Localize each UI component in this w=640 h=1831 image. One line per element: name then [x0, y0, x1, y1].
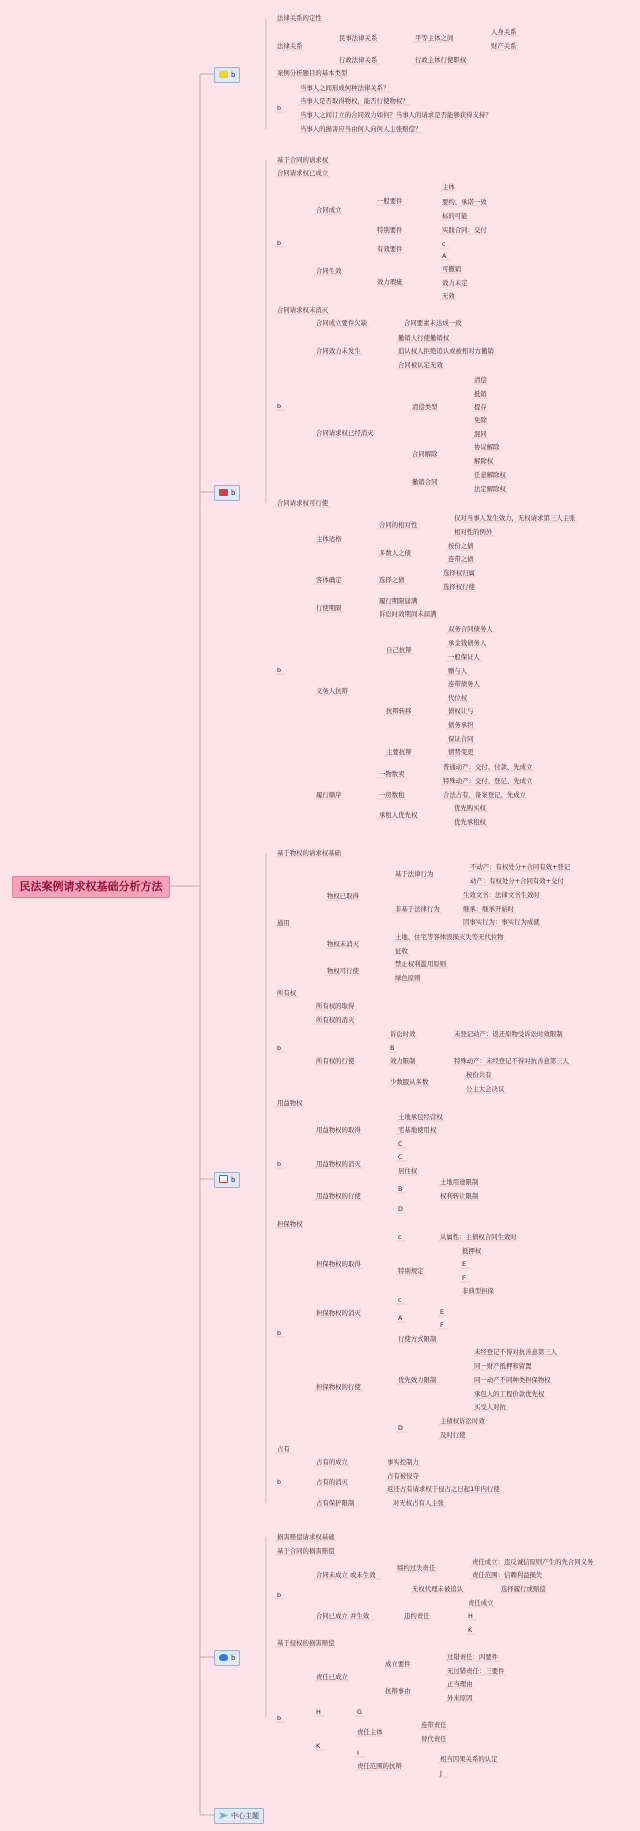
- topic-node[interactable]: 合同效力未发生: [316, 347, 361, 355]
- topic-node[interactable]: 居住权: [398, 1167, 418, 1175]
- topic-node[interactable]: b: [277, 1160, 282, 1168]
- topic-node[interactable]: 承金钱债务人: [448, 639, 487, 647]
- topic-node[interactable]: 担保物权的取得: [316, 1260, 361, 1268]
- branch-5-send[interactable]: [214, 1808, 264, 1824]
- topic-node[interactable]: 合同请求权已成立: [277, 169, 329, 177]
- topic-node[interactable]: 基于合同的损害赔偿: [277, 1547, 335, 1555]
- topic-node[interactable]: 所有权: [277, 989, 297, 997]
- topic-node[interactable]: 多数人之债: [379, 549, 411, 557]
- topic-node[interactable]: 债务承担: [448, 721, 474, 729]
- topic-node[interactable]: 行使期限: [316, 604, 342, 612]
- topic-node[interactable]: b: [277, 666, 282, 674]
- topic-node[interactable]: 清偿类型: [412, 403, 438, 411]
- topic-node[interactable]: 选择权归属: [443, 569, 475, 577]
- topic-node[interactable]: 行政法律关系: [339, 56, 378, 64]
- topic-node[interactable]: 债权让与: [448, 707, 474, 715]
- topic-node[interactable]: 撤销人行使撤销权: [398, 334, 450, 342]
- topic-node[interactable]: 情势变更: [448, 748, 474, 756]
- topic-node[interactable]: 特殊动产：未经登记不得对抗善意第三人: [454, 1057, 570, 1065]
- topic-node[interactable]: 抵销: [474, 390, 487, 398]
- topic-node[interactable]: 仅对当事人发生效力，无权请求第三人主张: [454, 514, 576, 522]
- topic-node[interactable]: 征收: [395, 947, 408, 955]
- topic-node[interactable]: 绿色原则: [395, 974, 421, 982]
- star-icon: [219, 71, 228, 78]
- topic-node[interactable]: 追认权人拒绝追认或被相对方撤销: [398, 347, 494, 355]
- topic-node[interactable]: 无权代理未被追认: [412, 1585, 464, 1593]
- topic-node[interactable]: 保证合同: [448, 735, 474, 743]
- topic-node[interactable]: 损害赔偿请求权基础: [277, 1533, 335, 1541]
- topic-node[interactable]: 特殊动产：交付、登记、先成立: [443, 777, 533, 785]
- topic-node[interactable]: 合同被认定无效: [398, 361, 443, 369]
- topic-node[interactable]: 选择权行使: [443, 583, 475, 591]
- branch-3-home[interactable]: [214, 1172, 240, 1188]
- topic-node[interactable]: 合同未成立 或未生效: [316, 1571, 376, 1579]
- topic-node[interactable]: 行使方式限制: [398, 1335, 437, 1343]
- topic-node[interactable]: 主要抗辩: [386, 748, 412, 756]
- topic-node[interactable]: 抵押权: [462, 1247, 482, 1255]
- topic-node[interactable]: 按份之债: [448, 542, 474, 550]
- topic-node[interactable]: 物权未消灭: [327, 940, 359, 948]
- topic-node[interactable]: 当事人的损害应当由何人向何人主张赔偿？: [300, 125, 422, 133]
- topic-node[interactable]: 宅基地使用权: [398, 1126, 437, 1134]
- topic-node[interactable]: 义务人抗辩: [316, 687, 348, 695]
- topic-node[interactable]: 责任主体: [357, 1728, 383, 1736]
- topic-node[interactable]: C: [398, 1140, 403, 1148]
- topic-node[interactable]: 动产：有权处分+合同有效+交付: [470, 877, 564, 885]
- topic-node[interactable]: 提存: [474, 403, 487, 411]
- topic-node[interactable]: 少数服从多数: [390, 1078, 429, 1086]
- topic-node[interactable]: 免除: [474, 416, 487, 424]
- topic-node[interactable]: 实践合同：交付: [442, 226, 487, 234]
- topic-node[interactable]: 外来原因: [447, 1694, 473, 1702]
- topic-node[interactable]: 相当因果关系的认定: [440, 1755, 498, 1763]
- topic-node[interactable]: 责任已成立: [316, 1673, 348, 1681]
- topic-node[interactable]: 违约责任: [404, 1612, 430, 1620]
- topic-node[interactable]: 合同解除: [412, 450, 438, 458]
- topic-node[interactable]: 缔约过失责任: [397, 1564, 436, 1572]
- topic-node[interactable]: 禁止权利滥用原则: [395, 960, 447, 968]
- topic-node[interactable]: 合同请求权已经消灭: [316, 429, 374, 437]
- topic-node[interactable]: 法律关系的定性: [277, 14, 322, 22]
- topic-node[interactable]: 事实控制力: [387, 1458, 419, 1466]
- branch-2-label: b: [231, 489, 236, 497]
- topic-node[interactable]: 连带责任: [421, 1721, 447, 1729]
- topic-node[interactable]: 合同成立: [316, 206, 342, 214]
- topic-node[interactable]: E: [462, 1260, 467, 1268]
- topic-node[interactable]: 过错责任：四要件: [447, 1653, 499, 1661]
- branch-1-star[interactable]: [214, 67, 240, 83]
- topic-node[interactable]: 担保物权的行使: [316, 1383, 361, 1391]
- topic-node[interactable]: 基于物权的请求权基础: [277, 849, 341, 857]
- topic-node[interactable]: 用益物权的消灭: [316, 1160, 361, 1168]
- topic-node[interactable]: 当事人是否取得物权，能否行使物权？: [300, 97, 409, 105]
- topic-node[interactable]: 占有的成立: [316, 1458, 348, 1466]
- topic-node[interactable]: 代位权: [448, 694, 468, 702]
- topic-node[interactable]: C: [398, 1153, 403, 1161]
- topic-node[interactable]: 当事人之间形成何种法律关系？: [300, 84, 390, 92]
- topic-node[interactable]: 不动产：有权处分+合同有效+登记: [470, 863, 571, 871]
- topic-node[interactable]: c: [442, 240, 446, 248]
- topic-node[interactable]: B: [398, 1185, 403, 1193]
- topic-node[interactable]: 平等主体之间: [415, 34, 454, 42]
- topic-node[interactable]: 承租人优先权: [379, 811, 418, 819]
- topic-node[interactable]: E: [440, 1308, 445, 1316]
- topic-node[interactable]: 用益物权的行使: [316, 1192, 361, 1200]
- topic-node[interactable]: 责任成立: [468, 1599, 494, 1607]
- send-icon: [219, 1812, 228, 1819]
- topic-node[interactable]: 特别要件: [377, 226, 403, 234]
- topic-node[interactable]: 合同请求权未消灭: [277, 306, 329, 314]
- topic-node[interactable]: 责任范围的抗辩: [357, 1762, 402, 1770]
- topic-node[interactable]: 连带之债: [448, 555, 474, 563]
- topic-node[interactable]: 生效文书：法律文书生效时: [463, 891, 540, 899]
- topic-node[interactable]: 非典型担保: [462, 1287, 494, 1295]
- topic-node[interactable]: 同一动产不同种类担保物权: [474, 1376, 551, 1384]
- topic-node[interactable]: 双务合同债务人: [448, 625, 493, 633]
- topic-node[interactable]: b: [277, 1591, 282, 1599]
- topic-node[interactable]: 无过错责任：三要件: [447, 1667, 505, 1675]
- topic-node[interactable]: 替代责任: [421, 1735, 447, 1743]
- topic-node[interactable]: K: [316, 1742, 321, 1750]
- topic-node[interactable]: 一般保证人: [448, 653, 480, 661]
- topic-node[interactable]: b: [277, 1714, 282, 1722]
- branch-1-label: b: [231, 71, 236, 79]
- branch-4-label: b: [231, 1654, 236, 1662]
- topic-node[interactable]: 解除权: [474, 457, 494, 465]
- topic-node[interactable]: F: [440, 1321, 444, 1329]
- topic-node[interactable]: 可撤销: [442, 265, 462, 273]
- topic-node[interactable]: 因事实行为：事实行为成就: [463, 918, 540, 926]
- topic-node[interactable]: 诉讼时效: [390, 1030, 416, 1038]
- branch-4-fire[interactable]: [214, 1650, 240, 1666]
- topic-node[interactable]: 要约、承诺一致: [442, 198, 487, 206]
- topic-node[interactable]: K: [468, 1626, 473, 1634]
- topic-node[interactable]: 诉讼时效期间未届满: [379, 610, 437, 618]
- flag-icon: [219, 489, 228, 496]
- topic-node[interactable]: 效力限制: [390, 1057, 416, 1065]
- topic-node[interactable]: b: [277, 104, 282, 112]
- topic-node[interactable]: 土地承包经营权: [398, 1113, 443, 1121]
- topic-node[interactable]: 正当理由: [447, 1680, 473, 1688]
- topic-node[interactable]: 效力瑕疵: [377, 278, 403, 286]
- topic-node[interactable]: 主体: [442, 183, 455, 191]
- topic-node[interactable]: b: [277, 1478, 282, 1486]
- topic-node[interactable]: 履行顺序: [316, 791, 342, 799]
- topic-node[interactable]: A: [442, 252, 447, 260]
- topic-node[interactable]: 未登记动产：返还原物受诉讼时效限制: [454, 1030, 563, 1038]
- topic-node[interactable]: H: [468, 1612, 473, 1620]
- central-topic[interactable]: 民法案例请求权基础分析方法: [12, 876, 170, 898]
- topic-node[interactable]: D: [398, 1205, 403, 1213]
- topic-node[interactable]: 占有的消灭: [316, 1478, 348, 1486]
- topic-node[interactable]: c: [398, 1233, 402, 1241]
- topic-node[interactable]: 按份共有: [466, 1071, 492, 1079]
- topic-node[interactable]: 协议解除: [474, 443, 500, 451]
- topic-node[interactable]: 继承：继承开始时: [463, 905, 515, 913]
- topic-node[interactable]: D: [398, 1424, 403, 1432]
- topic-node[interactable]: 效力未定: [442, 279, 468, 287]
- topic-node[interactable]: 同一财产抵押和留置: [474, 1362, 532, 1370]
- topic-node[interactable]: 土地用途限制: [440, 1178, 479, 1186]
- topic-node[interactable]: 及时行使: [440, 1431, 466, 1439]
- fire-icon: [219, 1654, 228, 1661]
- topic-node[interactable]: 法律关系: [277, 42, 303, 50]
- topic-node[interactable]: 优先购买权: [454, 804, 486, 812]
- topic-node[interactable]: 财产关系: [491, 42, 517, 50]
- topic-node[interactable]: 返还占有请求权于侵占之日起1年内行使: [387, 1485, 500, 1493]
- topic-node[interactable]: 承包人的工程价款优先权: [474, 1390, 545, 1398]
- topic-node[interactable]: 占有保护限制: [316, 1499, 355, 1507]
- topic-node[interactable]: G: [357, 1708, 362, 1716]
- topic-node[interactable]: 撤销合同: [412, 478, 438, 486]
- topic-node[interactable]: 合同成立要件欠缺: [316, 319, 368, 327]
- topic-node[interactable]: J: [440, 1769, 442, 1777]
- topic-node[interactable]: 所有权的行使: [316, 1057, 355, 1065]
- topic-node[interactable]: 清偿: [474, 376, 487, 384]
- topic-node[interactable]: 连带债务人: [448, 680, 480, 688]
- topic-node[interactable]: 履行期限届满: [379, 597, 418, 605]
- topic-node[interactable]: 主体适格: [316, 535, 342, 543]
- topic-node[interactable]: 合同已成立 并生效: [316, 1612, 370, 1620]
- topic-node[interactable]: 混同: [474, 430, 487, 438]
- topic-node[interactable]: 选择之债: [379, 576, 405, 584]
- topic-node[interactable]: 未经登记不得对抗善意第三人: [474, 1348, 558, 1356]
- topic-node[interactable]: 民事法律关系: [339, 34, 378, 42]
- topic-node[interactable]: 主债权诉讼时效: [440, 1417, 485, 1425]
- topic-node[interactable]: 对无权占有人主张: [393, 1499, 445, 1507]
- topic-node[interactable]: A: [398, 1314, 403, 1322]
- topic-node[interactable]: b: [277, 1044, 282, 1052]
- topic-node[interactable]: 抗辩事由: [385, 1687, 411, 1695]
- topic-node[interactable]: 基于侵权的损害赔偿: [277, 1639, 335, 1647]
- topic-node[interactable]: b: [277, 239, 282, 247]
- topic-node[interactable]: 客体确定: [316, 576, 342, 584]
- topic-node[interactable]: 权利转让限制: [440, 1192, 479, 1200]
- topic-node[interactable]: 非基于法律行为: [395, 905, 440, 913]
- topic-node[interactable]: 责任范围：信赖利益损失: [472, 1571, 543, 1579]
- branch-2-flag[interactable]: [214, 485, 240, 501]
- topic-node[interactable]: 行政主体行使职权: [415, 56, 467, 64]
- topic-node[interactable]: 法定解除权: [474, 485, 506, 493]
- topic-node[interactable]: 占有被侵夺: [387, 1472, 419, 1480]
- topic-node[interactable]: b: [277, 1329, 282, 1337]
- topic-node[interactable]: 从属性：主债权合同生效时: [440, 1233, 517, 1241]
- topic-node[interactable]: 合同请求权可行使: [277, 499, 329, 507]
- topic-node[interactable]: B: [390, 1044, 395, 1052]
- topic-node[interactable]: 物权已取得: [327, 892, 359, 900]
- topic-node[interactable]: 有效要件: [377, 245, 403, 253]
- topic-node[interactable]: 占有: [277, 1445, 290, 1453]
- topic-node[interactable]: 合同生效: [316, 267, 342, 275]
- branch-3-label: b: [231, 1176, 236, 1184]
- topic-node[interactable]: 优先承租权: [454, 818, 486, 826]
- topic-node[interactable]: F: [462, 1274, 466, 1282]
- topic-node[interactable]: 一物数卖: [379, 770, 405, 778]
- topic-node[interactable]: 所有权的取得: [316, 1002, 355, 1010]
- topic-node[interactable]: 一般要件: [377, 197, 403, 205]
- topic-node[interactable]: 公主大会决议: [466, 1085, 505, 1093]
- topic-node[interactable]: 合同的相对性: [379, 521, 418, 529]
- home-icon: [219, 1175, 228, 1183]
- topic-node[interactable]: 成立要件: [385, 1660, 411, 1668]
- topic-node[interactable]: 所有权的消灭: [316, 1016, 355, 1024]
- topic-node[interactable]: 担保物权: [277, 1220, 303, 1228]
- branch-5-label: 中心主题: [231, 1812, 259, 1820]
- topic-node[interactable]: 自己抗辩: [386, 646, 412, 654]
- topic-node[interactable]: 担保物权的消灭: [316, 1309, 361, 1317]
- topic-node[interactable]: 抗辩转移: [386, 707, 412, 715]
- topic-node[interactable]: 选择履行或赔偿: [501, 1585, 546, 1593]
- topic-node[interactable]: 优先效力限制: [398, 1376, 437, 1384]
- topic-node[interactable]: 买受人对抗: [474, 1403, 506, 1411]
- topic-node[interactable]: 合法占有、备案登记、先成立: [443, 791, 527, 799]
- topic-node[interactable]: 责任成立：违反诚信原则产生的先合同义务: [472, 1558, 594, 1566]
- topic-node[interactable]: 通用: [277, 919, 290, 927]
- topic-node[interactable]: 一房数租: [379, 791, 405, 799]
- topic-node[interactable]: 特别规定: [398, 1267, 424, 1275]
- topic-node[interactable]: b: [277, 402, 282, 410]
- topic-node[interactable]: 土地、住宅等客体毁损灭失等无代位物: [395, 933, 504, 941]
- topic-node[interactable]: c: [398, 1296, 402, 1304]
- topic-node[interactable]: 无效: [442, 292, 455, 300]
- topic-node[interactable]: 基于法律行为: [395, 870, 434, 878]
- topic-node[interactable]: H: [316, 1708, 321, 1716]
- topic-node[interactable]: 基于合同的请求权: [277, 156, 329, 164]
- topic-node[interactable]: 用益物权: [277, 1099, 303, 1107]
- topic-node[interactable]: 相对性的例外: [454, 528, 493, 536]
- topic-node[interactable]: 当事人之间订立的合同效力如何？当事人的请求是否能够获得支持？: [300, 111, 492, 119]
- topic-node[interactable]: 人身关系: [491, 28, 517, 36]
- topic-node[interactable]: 任意解除权: [474, 471, 506, 479]
- topic-node[interactable]: 案例分析题目的基本类型: [277, 69, 348, 77]
- topic-node[interactable]: I: [357, 1749, 359, 1757]
- topic-node[interactable]: 合同要素未达成一致: [404, 319, 462, 327]
- topic-node[interactable]: 物权可行使: [327, 967, 359, 975]
- topic-node[interactable]: 标的可能: [442, 212, 468, 220]
- topic-node[interactable]: 普通动产：交付、付款、先成立: [443, 763, 533, 771]
- topic-node[interactable]: 赠与人: [448, 667, 468, 675]
- topic-node[interactable]: 用益物权的取得: [316, 1126, 361, 1134]
